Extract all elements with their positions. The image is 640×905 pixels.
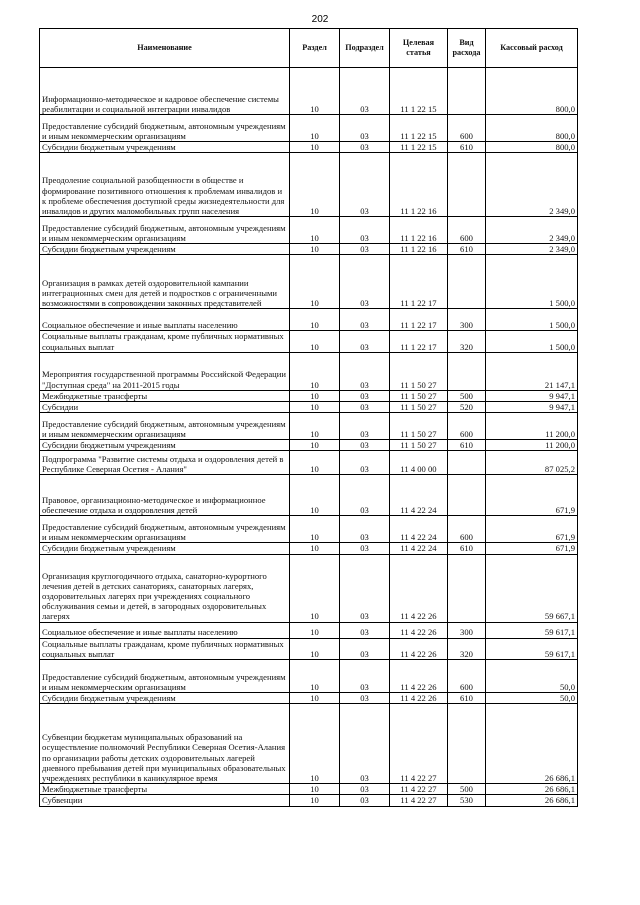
row-name: Межбюджетные трансферты [40,784,290,795]
row-name: Организация круглогодичного отдыха, санаторно-курортного лечения детей в детских санаториях, санаторных лагерях, оздоровительных лагерях при учреждениях социального обслуживания семьи и детей, в загородных оздоровительных лагерях [40,554,290,622]
table-row [40,638,578,659]
row-section: 10 [290,331,340,352]
table-row [40,142,578,153]
row-target: 11 1 50 27 [390,402,448,413]
row-name: Социальное обеспечение и иные выплаты населению [40,309,290,331]
row-section: 10 [290,451,340,475]
row-target: 11 1 50 27 [390,352,448,390]
row-target: 11 1 22 15 [390,142,448,153]
row-amount: 21 147,1 [486,352,578,390]
row-section: 10 [290,68,340,115]
row-amount: 800,0 [486,115,578,142]
row-subsection: 03 [340,255,390,309]
row-subsection: 03 [340,402,390,413]
row-name: Предоставление субсидий бюджетным, автономным учреждениям и иным некоммерческим организациям [40,516,290,543]
row-target: 11 1 50 27 [390,413,448,440]
row-name: Информационно-методическое и кадровое обеспечение системы реабилитации и социальной интеграции инвалидов [40,68,290,115]
row-name: Преодоление социальной разобщенности в обществе и формирование позитивного отношения к проблемам инвалидов и к проблеме обеспечения доступной среды жизнедеятельности для инвалидов и других маломобильных групп населения [40,153,290,217]
row-name: Мероприятия государственной программы Российской Федерации "Доступная среда" на 2011-2015 годы [40,352,290,390]
row-name: Субсидии бюджетным учреждениям [40,142,290,153]
row-expense-type: 500 [448,784,486,795]
row-amount: 2 349,0 [486,244,578,255]
row-target: 11 1 22 15 [390,68,448,115]
row-expense-type: 610 [448,543,486,554]
row-subsection: 03 [340,704,390,784]
table-row [40,622,578,638]
row-subsection: 03 [340,543,390,554]
row-subsection: 03 [340,390,390,401]
table-row [40,543,578,554]
table-row [40,153,578,217]
row-name: Субсидии бюджетным учреждениям [40,693,290,704]
row-section: 10 [290,217,340,244]
row-expense-type: 520 [448,402,486,413]
row-amount: 50,0 [486,660,578,693]
row-name: Социальные выплаты гражданам, кроме публичных нормативных социальных выплат [40,638,290,659]
row-amount: 11 200,0 [486,413,578,440]
row-subsection: 03 [340,413,390,440]
row-name: Социальные выплаты гражданам, кроме публичных нормативных социальных выплат [40,331,290,352]
table-row [40,440,578,451]
row-target: 11 4 22 26 [390,638,448,659]
row-section: 10 [290,115,340,142]
row-name: Предоставление субсидий бюджетным, автономным учреждениям и иным некоммерческим организациям [40,115,290,142]
row-expense-type: 300 [448,622,486,638]
row-amount: 1 500,0 [486,331,578,352]
row-amount: 26 686,1 [486,784,578,795]
row-name: Межбюджетные трансферты [40,390,290,401]
table-row [40,784,578,795]
row-subsection: 03 [340,451,390,475]
row-target: 11 1 22 16 [390,244,448,255]
table-row [40,309,578,331]
row-name: Организация в рамках детей оздоровительной кампании интеграционных смен для детей и подростков с ограниченными возможностями в сопровождении законных представителей [40,255,290,309]
row-expense-type: 300 [448,309,486,331]
row-subsection: 03 [340,440,390,451]
row-expense-type: 320 [448,331,486,352]
row-amount: 800,0 [486,68,578,115]
table-row [40,331,578,352]
row-name: Субвенции бюджетам муниципальных образований на осуществление полномочий Республики Северная Осетия-Алания по организации работы детских оздоровительных лагерей дневного пребывания детей при муниципальных образовательных учреждениях республики в каникулярное время [40,704,290,784]
row-amount: 671,9 [486,543,578,554]
table-row [40,516,578,543]
row-subsection: 03 [340,660,390,693]
row-section: 10 [290,638,340,659]
row-section: 10 [290,554,340,622]
header-section: Раздел [290,29,340,68]
row-amount: 59 667,1 [486,554,578,622]
table-header-row [40,29,578,68]
row-subsection: 03 [340,115,390,142]
row-section: 10 [290,440,340,451]
row-expense-type: 600 [448,660,486,693]
row-amount: 2 349,0 [486,153,578,217]
row-section: 10 [290,516,340,543]
row-expense-type: 600 [448,413,486,440]
row-target: 11 4 22 26 [390,660,448,693]
row-expense-type: 500 [448,390,486,401]
row-name: Предоставление субсидий бюджетным, автономным учреждениям и иным некоммерческим организациям [40,413,290,440]
row-section: 10 [290,413,340,440]
row-section: 10 [290,244,340,255]
row-section: 10 [290,704,340,784]
row-amount: 800,0 [486,142,578,153]
row-subsection: 03 [340,331,390,352]
row-name: Предоставление субсидий бюджетным, автономным учреждениям и иным некоммерческим организациям [40,660,290,693]
page-number: 202 [311,14,329,25]
row-target: 11 4 22 27 [390,704,448,784]
row-subsection: 03 [340,217,390,244]
table-row [40,704,578,784]
row-expense-type: 610 [448,693,486,704]
row-amount: 2 349,0 [486,217,578,244]
row-amount: 9 947,1 [486,390,578,401]
table-row [40,554,578,622]
row-amount: 1 500,0 [486,309,578,331]
table-row [40,451,578,475]
row-subsection: 03 [340,244,390,255]
row-subsection: 03 [340,795,390,806]
row-target: 11 4 22 26 [390,622,448,638]
row-amount: 26 686,1 [486,704,578,784]
row-target: 11 1 50 27 [390,390,448,401]
row-expense-type: 530 [448,795,486,806]
row-amount: 50,0 [486,693,578,704]
row-expense-type: 610 [448,142,486,153]
row-subsection: 03 [340,475,390,516]
row-target: 11 4 22 27 [390,795,448,806]
row-name: Субсидии бюджетным учреждениям [40,543,290,554]
row-target: 11 1 22 15 [390,115,448,142]
row-name: Субсидии бюджетным учреждениям [40,244,290,255]
table-row [40,795,578,806]
row-expense-type [448,68,486,115]
row-expense-type [448,704,486,784]
row-amount: 87 025,2 [486,451,578,475]
row-target: 11 4 00 00 [390,451,448,475]
row-expense-type [448,352,486,390]
row-section: 10 [290,784,340,795]
row-target: 11 1 22 16 [390,153,448,217]
table-row [40,475,578,516]
row-section: 10 [290,795,340,806]
header-amount: Кассовый расход [486,29,578,68]
row-section: 10 [290,622,340,638]
row-expense-type: 600 [448,217,486,244]
row-expense-type: 320 [448,638,486,659]
header-target: Целевая статья [390,29,448,68]
row-subsection: 03 [340,554,390,622]
row-expense-type: 610 [448,244,486,255]
row-name: Субсидии [40,402,290,413]
header-name: Наименование [40,29,290,68]
table-row [40,390,578,401]
row-subsection: 03 [340,352,390,390]
row-name: Социальное обеспечение и иные выплаты населению [40,622,290,638]
table-row [40,352,578,390]
row-amount: 26 686,1 [486,795,578,806]
row-name: Предоставление субсидий бюджетным, автономным учреждениям и иным некоммерческим организациям [40,217,290,244]
row-section: 10 [290,255,340,309]
row-subsection: 03 [340,68,390,115]
header-subsection: Подраздел [340,29,390,68]
row-name: Правовое, организационно-методическое и информационное обеспечение отдыха и оздоровления детей [40,475,290,516]
row-target: 11 1 22 17 [390,255,448,309]
row-target: 11 4 22 24 [390,543,448,554]
table-row [40,413,578,440]
row-expense-type: 600 [448,115,486,142]
row-section: 10 [290,543,340,554]
table-row [40,217,578,244]
row-name: Субсидии бюджетным учреждениям [40,440,290,451]
row-name: Субвенции [40,795,290,806]
table-row [40,402,578,413]
row-expense-type [448,255,486,309]
row-target: 11 4 22 27 [390,784,448,795]
row-name: Подпрограмма "Развитие системы отдыха и оздоровления детей в Республике Северная Осетия - Алания" [40,451,290,475]
row-expense-type: 600 [448,516,486,543]
row-target: 11 4 22 26 [390,693,448,704]
row-target: 11 1 22 17 [390,331,448,352]
row-section: 10 [290,390,340,401]
table-row [40,660,578,693]
row-expense-type [448,451,486,475]
row-subsection: 03 [340,622,390,638]
table-row [40,68,578,115]
row-expense-type [448,475,486,516]
row-section: 10 [290,402,340,413]
table-row [40,244,578,255]
row-amount: 9 947,1 [486,402,578,413]
row-target: 11 4 22 26 [390,554,448,622]
row-section: 10 [290,475,340,516]
row-subsection: 03 [340,638,390,659]
table-row [40,255,578,309]
row-target: 11 4 22 24 [390,516,448,543]
row-section: 10 [290,153,340,217]
row-subsection: 03 [340,309,390,331]
row-subsection: 03 [340,153,390,217]
row-section: 10 [290,142,340,153]
row-subsection: 03 [340,693,390,704]
table-row [40,693,578,704]
budget-table [39,28,578,807]
row-subsection: 03 [340,516,390,543]
row-amount: 59 617,1 [486,622,578,638]
row-section: 10 [290,660,340,693]
row-expense-type [448,554,486,622]
row-subsection: 03 [340,142,390,153]
table-row [40,115,578,142]
row-amount: 11 200,0 [486,440,578,451]
row-expense-type: 610 [448,440,486,451]
row-amount: 671,9 [486,475,578,516]
row-amount: 59 617,1 [486,638,578,659]
row-expense-type [448,153,486,217]
row-section: 10 [290,693,340,704]
row-target: 11 1 22 16 [390,217,448,244]
row-section: 10 [290,309,340,331]
row-target: 11 1 50 27 [390,440,448,451]
row-amount: 1 500,0 [486,255,578,309]
row-target: 11 4 22 24 [390,475,448,516]
row-amount: 671,9 [486,516,578,543]
header-expense-type: Вид расхода [448,29,486,68]
row-section: 10 [290,352,340,390]
row-subsection: 03 [340,784,390,795]
table-body [40,68,578,807]
row-target: 11 1 22 17 [390,309,448,331]
